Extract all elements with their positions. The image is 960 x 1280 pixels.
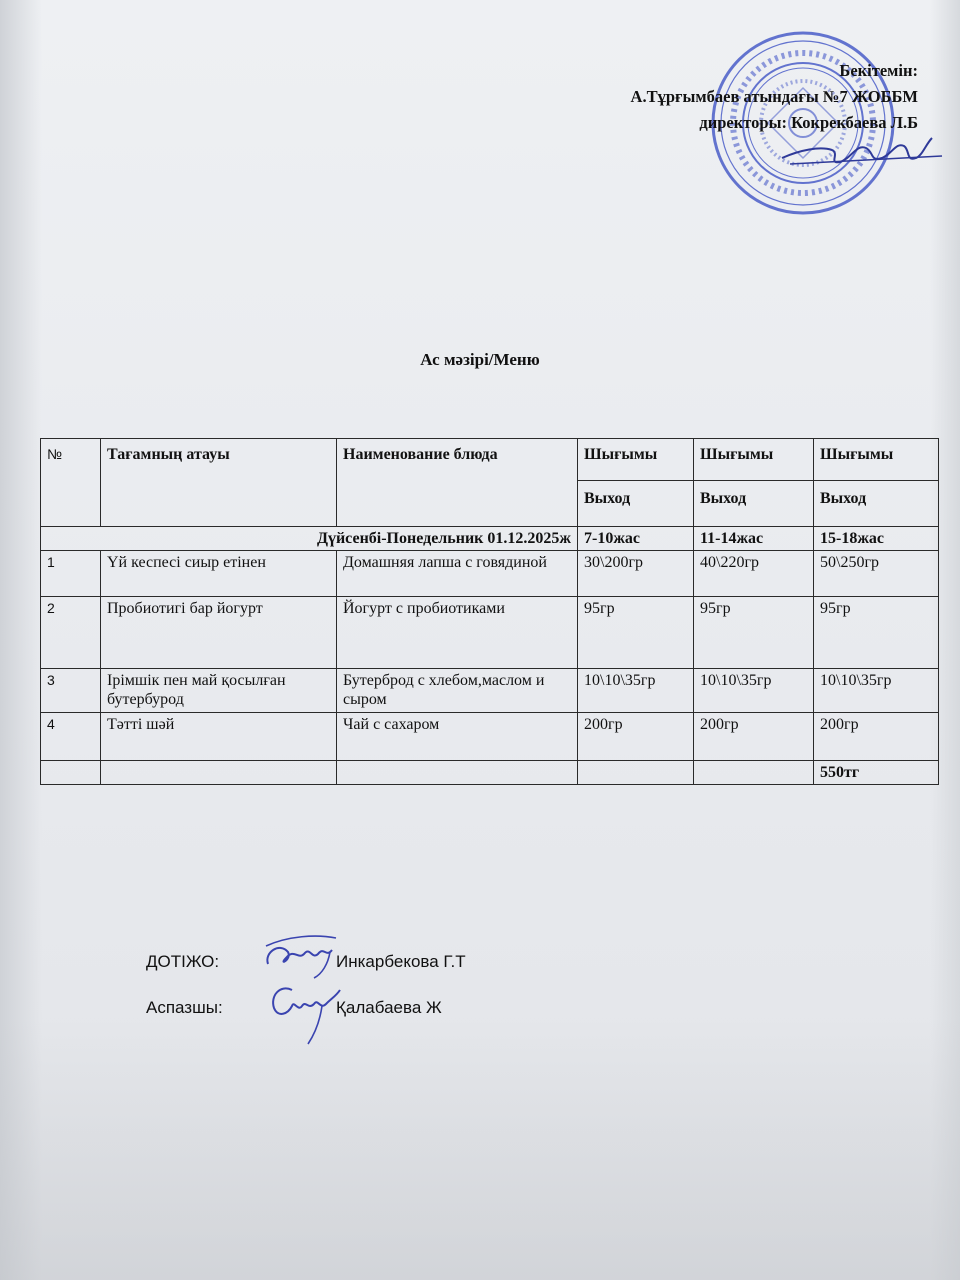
age-group: 15-18жас bbox=[814, 527, 939, 551]
signature-name: Қалабаева Ж bbox=[336, 998, 442, 1017]
approval-heading: Бекітемін: bbox=[839, 61, 918, 80]
approval-block bbox=[631, 58, 918, 136]
age-group: 7-10жас bbox=[578, 527, 694, 551]
signature-name: Инкарбекова Г.Т bbox=[336, 952, 466, 971]
total-price: 550тг bbox=[814, 761, 939, 785]
row-num: 3 bbox=[41, 669, 101, 713]
table-row bbox=[41, 597, 939, 669]
dish-name-ru: Йогурт с пробиотиками bbox=[337, 597, 578, 669]
header-num: № bbox=[41, 439, 101, 527]
table-row bbox=[41, 713, 939, 761]
row-num: 1 bbox=[41, 551, 101, 597]
approval-director: директоры: Кокрекбаева Л.Б bbox=[699, 113, 918, 132]
day-row bbox=[41, 527, 939, 551]
table-row bbox=[41, 551, 939, 597]
yield-value: 30\200гр bbox=[578, 551, 694, 597]
yield-value: 95гр bbox=[694, 597, 814, 669]
dish-name-kz: Пробиотигі бар йогурт bbox=[101, 597, 337, 669]
yield-value: 10\10\35гр bbox=[578, 669, 694, 713]
yield-value: 10\10\35гр bbox=[814, 669, 939, 713]
empty-cell bbox=[41, 761, 101, 785]
paper-shadow bbox=[0, 1020, 960, 1280]
empty-cell bbox=[694, 761, 814, 785]
header-yield-kz: Шығымы bbox=[694, 439, 814, 481]
header-row bbox=[41, 439, 939, 481]
header-name-ru: Наименование блюда bbox=[337, 439, 578, 527]
header-yield-ru: Выход bbox=[578, 481, 694, 527]
header-yield-ru: Выход bbox=[694, 481, 814, 527]
header-yield-kz: Шығымы bbox=[814, 439, 939, 481]
dish-name-ru: Домашняя лапша с говядиной bbox=[337, 551, 578, 597]
total-row bbox=[41, 761, 939, 785]
signature-scribble bbox=[262, 976, 342, 1048]
table-row bbox=[41, 669, 939, 713]
row-num: 2 bbox=[41, 597, 101, 669]
empty-cell bbox=[578, 761, 694, 785]
director-signature bbox=[770, 128, 945, 176]
yield-value: 200гр bbox=[694, 713, 814, 761]
yield-value: 10\10\35гр bbox=[694, 669, 814, 713]
dish-name-ru: Чай с сахаром bbox=[337, 713, 578, 761]
yield-value: 95гр bbox=[578, 597, 694, 669]
row-num: 4 bbox=[41, 713, 101, 761]
day-label: Дүйсенбі-Понедельник 01.12.2025ж bbox=[41, 527, 578, 551]
dish-name-kz: Үй кеспесі сиыр етінен bbox=[101, 551, 337, 597]
menu-table bbox=[40, 438, 939, 785]
approval-school: А.Тұрғымбаев атындағы №7 ЖОББМ bbox=[630, 87, 918, 106]
dish-name-kz: Ірімшік пен май қосылған бутербурод bbox=[101, 669, 337, 713]
empty-cell bbox=[337, 761, 578, 785]
header-yield-ru: Выход bbox=[814, 481, 939, 527]
age-group: 11-14жас bbox=[694, 527, 814, 551]
signature-label: Аспазшы: bbox=[146, 998, 223, 1017]
header-name-kz: Тағамның атауы bbox=[101, 439, 337, 527]
yield-value: 50\250гр bbox=[814, 551, 939, 597]
dish-name-ru: Бутерброд с хлебом,маслом и сыром bbox=[337, 669, 578, 713]
yield-value: 200гр bbox=[814, 713, 939, 761]
yield-value: 95гр bbox=[814, 597, 939, 669]
header-yield-kz: Шығымы bbox=[578, 439, 694, 481]
document-title: Ас мәзірі/Меню bbox=[420, 350, 540, 369]
empty-cell bbox=[101, 761, 337, 785]
dish-name-kz: Тәтті шәй bbox=[101, 713, 337, 761]
yield-value: 40\220гр bbox=[694, 551, 814, 597]
signature-scribble bbox=[258, 930, 338, 980]
signature-label: ДОТІЖО: bbox=[146, 952, 220, 971]
yield-value: 200гр bbox=[578, 713, 694, 761]
